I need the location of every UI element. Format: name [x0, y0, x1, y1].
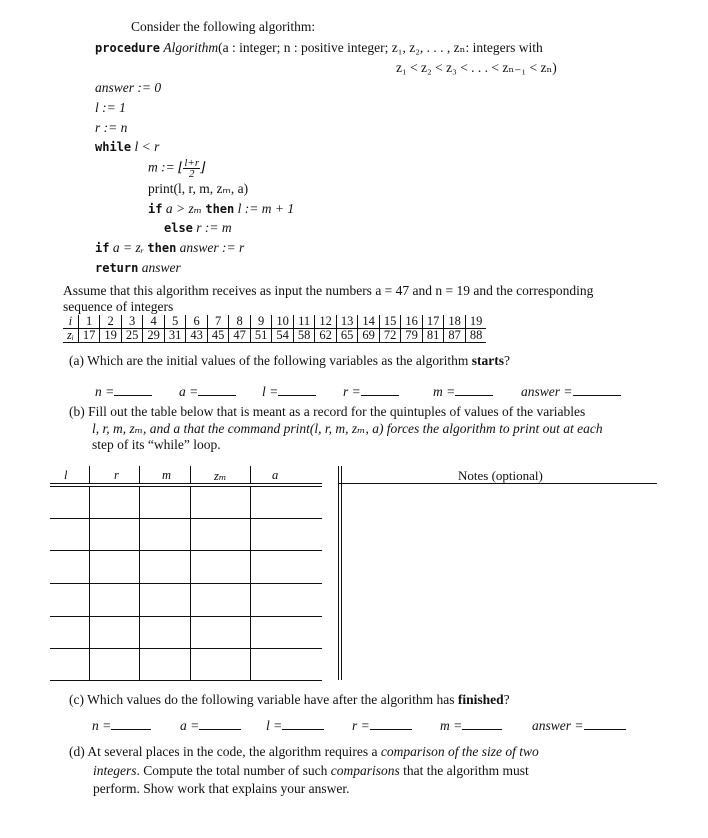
part-a-bold: starts: [471, 353, 505, 368]
procedure-params: (a : integer; n : positive integer; z₁, z₂, . . . , zₙ: integers with: [218, 40, 543, 55]
then2-statement: answer := r: [179, 240, 245, 255]
index-cell: 19: [465, 315, 486, 329]
variable-label: l =: [262, 384, 279, 399]
value-label: zᵢ: [63, 329, 78, 343]
index-cell: 15: [379, 315, 401, 329]
blank-line[interactable]: [114, 383, 152, 396]
answer-blank-3[interactable]: [352, 717, 412, 734]
part-b-line1: Fill out the table below that is meant as a record for the quintuples of values of the variables: [88, 404, 586, 419]
value-cell: 51: [250, 329, 272, 343]
assumption-text: Assume that this algorithm receives as input the numbers a = 47 and n = 19 and the corresponding: [63, 283, 594, 298]
index-cell: 3: [121, 315, 143, 329]
then-keyword: then: [205, 202, 235, 216]
procedure-params-cont: z₁ < z₂ < z₃ < . . . < zₙ₋₁ < zₙ): [396, 60, 557, 75]
value-cell: 65: [336, 329, 358, 343]
part-d-line2a: integers: [93, 763, 137, 778]
variable-label: m =: [433, 384, 456, 399]
blank-line[interactable]: [111, 717, 151, 730]
return-keyword: return: [95, 261, 139, 275]
code-line-l: l := 1: [95, 100, 126, 115]
code-line-return: [95, 260, 181, 276]
value-cell: 69: [358, 329, 380, 343]
code-line-if2: [95, 240, 244, 256]
index-cell: 14: [358, 315, 380, 329]
blank-line[interactable]: [278, 383, 316, 396]
part-d-line3: perform. Show work that explains your answer.: [93, 781, 350, 796]
index-cell: 1: [78, 315, 100, 329]
index-cell: 6: [186, 315, 208, 329]
blank-line[interactable]: [282, 717, 324, 730]
code-line-m: [148, 158, 205, 179]
if2-condition: a = zᵣ: [112, 240, 145, 255]
code-line-r: r := n: [95, 120, 128, 135]
value-cell: 88: [465, 329, 486, 343]
index-cell: 18: [444, 315, 466, 329]
blank-line[interactable]: [198, 383, 236, 396]
part-b-question-line1: [69, 404, 585, 420]
header-zm: zₘ: [214, 469, 227, 483]
blank-line[interactable]: [199, 717, 241, 730]
part-c-text: Which values do the following variable have after the algorithm has: [87, 692, 458, 707]
while-keyword: while: [95, 140, 132, 154]
index-cell: 12: [315, 315, 337, 329]
part-c-bold: finished: [457, 692, 504, 707]
answer-blank-1[interactable]: [179, 383, 236, 400]
return-value: answer: [141, 260, 181, 275]
code-line-while: [95, 139, 159, 155]
variable-label: a =: [180, 718, 200, 733]
m-assign: m := ⌊: [148, 159, 184, 175]
notes-header: Notes (optional): [458, 468, 543, 483]
part-c-question: [69, 692, 510, 708]
then2-keyword: then: [147, 241, 177, 255]
variable-label: l =: [266, 718, 283, 733]
index-cell: 5: [164, 315, 186, 329]
if2-keyword: if: [95, 241, 110, 255]
part-d-line1: [69, 744, 539, 760]
value-cell: 25: [121, 329, 143, 343]
blank-line[interactable]: [370, 717, 412, 730]
answer-blank-3[interactable]: [343, 383, 399, 400]
index-cell: 8: [229, 315, 251, 329]
index-cell: 13: [336, 315, 358, 329]
part-d-label: (d): [69, 744, 85, 759]
else-keyword: else: [164, 221, 193, 235]
answer-blank-4[interactable]: [440, 717, 502, 734]
part-d-line1b: comparison of the size of two: [380, 744, 539, 759]
assumption-text-2: sequence of integers: [63, 299, 174, 314]
value-cell: 54: [272, 329, 294, 343]
part-a-end: ?: [504, 353, 511, 368]
value-cell: 43: [186, 329, 208, 343]
part-a-label: (a): [69, 353, 84, 368]
blank-line[interactable]: [573, 383, 621, 396]
sequence-table: [63, 315, 486, 343]
sequence-value-row: [63, 329, 486, 343]
part-b-label: (b): [69, 404, 85, 419]
procedure-keyword: procedure: [95, 41, 161, 55]
answer-blank-2[interactable]: [266, 717, 324, 734]
answer-blank-5[interactable]: [532, 717, 626, 734]
part-d-line1a: At several places in the code, the algorithm requires a: [87, 744, 381, 759]
answer-blank-1[interactable]: [180, 717, 241, 734]
part-d-line2: [93, 763, 529, 779]
m-numerator: l+r: [184, 157, 200, 169]
blank-line[interactable]: [361, 383, 399, 396]
index-cell: 2: [100, 315, 122, 329]
value-cell: 31: [164, 329, 186, 343]
value-cell: 29: [143, 329, 165, 343]
part-c-end: ?: [503, 692, 510, 707]
part-d-line2b: . Compute the total number of such: [136, 763, 331, 778]
variable-label: answer =: [521, 384, 573, 399]
part-a-question: [69, 353, 510, 369]
answer-blank-5[interactable]: [521, 383, 621, 400]
code-line-answer: answer := 0: [95, 80, 162, 95]
part-b-line2: l, r, m, zₘ, and a that the command print(l, r, m, zₘ, a) forces the algorithm to print out at each: [92, 421, 603, 436]
index-cell: 4: [143, 315, 165, 329]
while-condition: l < r: [134, 139, 160, 154]
part-c-label: (c): [69, 692, 84, 707]
else-statement: r := m: [196, 220, 232, 235]
variable-label: n =: [95, 384, 115, 399]
if-condition: a > zₘ: [165, 201, 202, 216]
then-statement: l := m + 1: [237, 201, 295, 216]
answer-blank-4[interactable]: [433, 383, 493, 400]
header-m: m: [162, 468, 172, 482]
part-d-line2c: comparisons: [330, 763, 400, 778]
value-cell: 45: [207, 329, 229, 343]
index-cell: 17: [422, 315, 444, 329]
variable-label: answer =: [532, 718, 584, 733]
part-a-text: Which are the initial values of the following variables as the algorithm: [87, 353, 472, 368]
blank-line[interactable]: [584, 717, 626, 730]
variable-label: m =: [440, 718, 463, 733]
variable-label: a =: [179, 384, 199, 399]
header-r: r: [114, 468, 119, 482]
variable-label: r =: [343, 384, 361, 399]
sequence-index-row: [63, 315, 486, 329]
variable-label: r =: [352, 718, 370, 733]
answer-blank-0[interactable]: [95, 383, 152, 400]
procedure-line: [95, 40, 543, 56]
code-line-if: [148, 201, 294, 217]
blank-line[interactable]: [455, 383, 493, 396]
blank-line[interactable]: [462, 717, 502, 730]
value-cell: 81: [422, 329, 444, 343]
value-cell: 79: [401, 329, 423, 343]
answer-blank-2[interactable]: [262, 383, 316, 400]
value-cell: 19: [100, 329, 122, 343]
value-cell: 72: [379, 329, 401, 343]
header-a: a: [272, 468, 279, 482]
index-cell: 7: [207, 315, 229, 329]
value-cell: 58: [293, 329, 315, 343]
m-floor-close: ⌋: [200, 159, 206, 175]
part-b-line3: step of its “while” loop.: [92, 437, 221, 452]
code-line-else: [164, 220, 232, 236]
procedure-name: Algorithm: [163, 40, 219, 55]
value-cell: 17: [78, 329, 100, 343]
index-cell: 10: [272, 315, 294, 329]
if-keyword: if: [148, 202, 163, 216]
index-label: i: [63, 315, 78, 329]
index-cell: 16: [401, 315, 423, 329]
index-cell: 11: [293, 315, 315, 329]
index-cell: 9: [250, 315, 272, 329]
value-cell: 47: [229, 329, 251, 343]
part-d-line2d: that the algorithm must: [399, 763, 529, 778]
value-cell: 62: [315, 329, 337, 343]
header-l: l: [64, 468, 68, 482]
variable-label: n =: [92, 718, 112, 733]
intro-text: Consider the following algorithm:: [131, 19, 316, 34]
answer-blank-0[interactable]: [92, 717, 151, 734]
value-cell: 87: [444, 329, 466, 343]
code-line-print: print(l, r, m, zₘ, a): [148, 181, 249, 196]
m-denominator: 2: [189, 168, 195, 180]
